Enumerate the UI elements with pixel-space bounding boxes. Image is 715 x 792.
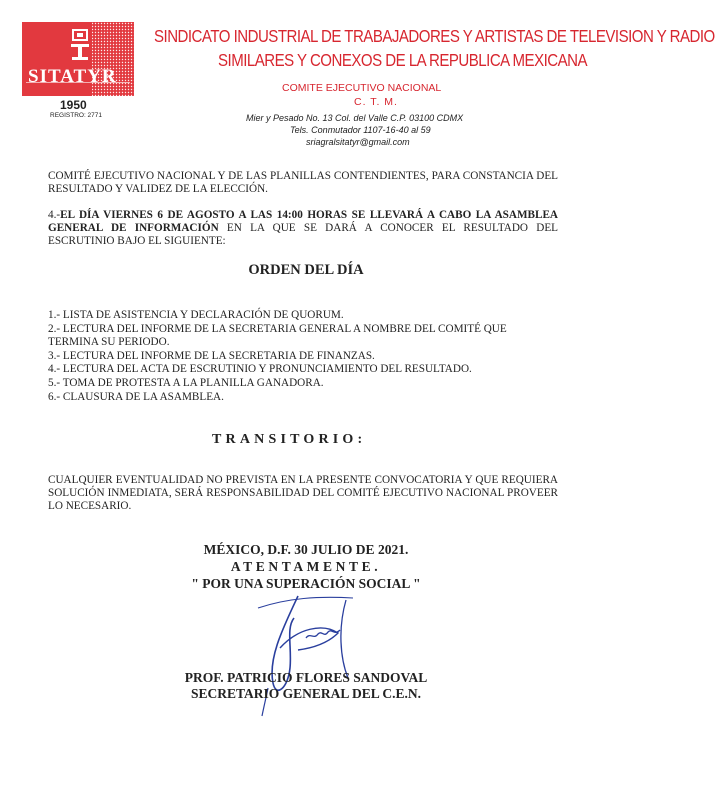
sitatyr-logo: [22, 22, 134, 96]
logo-text: SITATYR: [28, 66, 117, 87]
address: Mier y Pesado No. 13 Col. del Valle C.P. 03100 CDMX: [246, 113, 464, 123]
list-item: 1.- LISTA DE ASISTENCIA Y DECLARACIÓN DE QUORUM.: [48, 309, 344, 321]
phone-numbers: Tels. Conmutador 1107-16-40 al 59: [290, 125, 431, 135]
org-name-line2: SIMILARES Y CONEXOS DE LA REPUBLICA MEXICANA: [218, 50, 588, 70]
paragraph-constancia: COMITÉ EJECUTIVO NACIONAL Y DE LAS PLANILLAS CONTENDIENTES, PARA CONSTANCIA DEL RESULTADO Y VALIDEZ DE LA ELECCIÓN.: [48, 170, 558, 195]
paragraph-number: 4.-: [48, 209, 61, 221]
list-item: 2.- LECTURA DEL INFORME DE LA SECRETARIA GENERAL A NOMBRE DEL COMITÉ QUE TERMINA SU PERIODO.: [48, 322, 507, 349]
ctm-label: C. T. M.: [354, 96, 398, 108]
asamblea-bold-text: EL DÍA VIERNES 6 DE AGOSTO A LAS 14:00 HORAS SE LLEVARÁ A CABO LA ASAMBLEA GENERAL DE INFORMACIÓN: [48, 209, 558, 234]
signer-name: PROF. PATRICIO FLORES SANDOVAL: [184, 670, 428, 685]
motto: " POR UNA SUPERACIÓN SOCIAL ": [191, 576, 421, 591]
asamblea-rest-text: EN LA QUE SE DARÁ A CONOCER EL RESULTADO DEL ESCRUTINIO BAJO EL SIGUIENTE:: [48, 222, 558, 247]
list-item: 4.- LECTURA DEL ACTA DE ESCRUTINIO Y PRONUNCIAMIENTO DEL RESULTADO.: [48, 363, 472, 376]
place-date: MÉXICO, D.F. 30 JULIO DE 2021.: [203, 542, 409, 557]
atentamente: ATENTAMENTE.: [230, 559, 382, 574]
registration-number: REGISTRO: 2771: [50, 112, 103, 119]
paragraph-transitorio: CUALQUIER EVENTUALIDAD NO PREVISTA EN LA PRESENTE CONVOCATORIA Y QUE REQUIERA SOLUCIÓN INMEDIATA, SERÁ RESPONSABILIDAD DEL COMITÉ EJECUTIVO NACIONAL PROVEER LO NECESARIO.: [48, 474, 558, 512]
list-item: 3.- LECTURA DEL INFORME DE LA SECRETARIA DE FINANZAS.: [48, 349, 375, 362]
founding-year: 1950: [60, 98, 87, 112]
transitorio-title: TRANSITORIO:: [212, 432, 367, 447]
orden-del-dia-title: ORDEN DEL DÍA: [248, 262, 364, 278]
signer-title: SECRETARIO GENERAL DEL C.E.N.: [190, 686, 422, 701]
org-name-line1: SINDICATO INDUSTRIAL DE TRABAJADORES Y ARTISTAS DE TELEVISION Y RADIO: [154, 26, 715, 46]
committee-name: COMITE EJECUTIVO NACIONAL: [282, 82, 442, 94]
list-item: 5.- TOMA DE PROTESTA A LA PLANILLA GANADORA.: [48, 376, 324, 389]
email-address: sriagralsitatyr@gmail.com: [306, 137, 410, 147]
orden-list: [48, 309, 558, 404]
paragraph-asamblea: [48, 209, 558, 248]
list-item: 6.- CLAUSURA DE LA ASAMBLEA.: [48, 390, 224, 403]
